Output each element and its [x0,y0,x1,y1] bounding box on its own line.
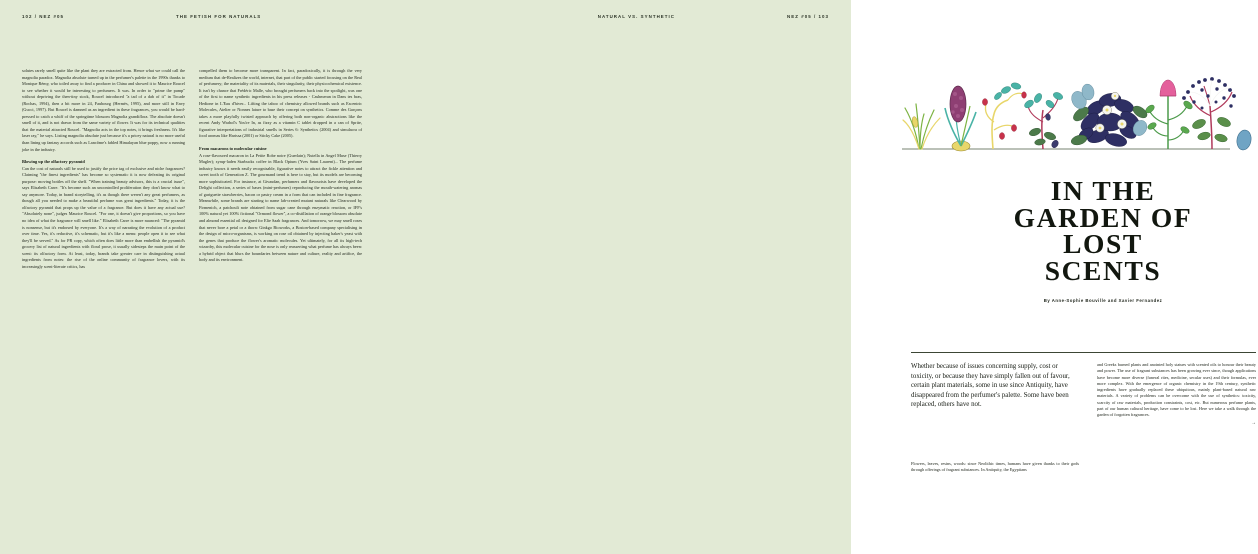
left-page [0,0,425,554]
plant-berry-branch [982,82,1026,149]
left-column-2 [199,68,362,270]
page-title [953,175,1253,286]
running-head-folio-left: 102 / NEZ #05 [22,14,64,19]
plant-leafy-sprig [1023,91,1064,149]
body-paragraph: compelled them to become more transparent. In fact, paradoxically, it is through the very medium that de-Realizes the world, internet, that part of the public started focusing on the Real of perfumery; the materiality of its materials, their singularity, their physicochemical existence. It isn't by chance that Frédéric Malle, who brought perfumers back into the spotlight, was one of the first to name synthetic ingredients in his press releases - Cashmeran in Dans tes bras, Hedione in L'Eau d'hiver... Lifting the taboo of chemistry allowed brands such as Escentric Molecules, Atelier or Nonnes lature to base their concept on synthetics. Comme des Garçons takes a more playfully twisted approach by offering both non-organic abstractions like the recent Andy Warhol's You're In, as fizzy as a vitamin C tablet dropped in a can of Sprite, figurative interpretations of industrial smells in Series 6: Synthetics (2004) and simulacra of food aromas like Harissa (2001) or Sticky Cake (2005). [199,68,362,139]
body-paragraph: Can the cost of naturals still be used to justify the price tag of exclusive and niche fragrances? Claiming "the finest ingredients" has become so systematic it is now defeating its original purpose: moving bottles off the shelf. "When training beauty advisors, this is a crucial issue", says Elisabeth Carre. "It's become such an uncontrolled proliferation they don't know what to say anymore. Today, in brand storytelling, it's as though there weren't any great perfumers, as though all you needed to make a beautiful perfume was great ingredients." Today, it is the olfactory pyramid that props up the value of a fragrance. But does it have any actual use? "Absolutely none", judges Maurice Roucel. "For one, it doesn't give proportions, so you have no idea of what the fragrance will smell like." Elisabeth Carre is more nuanced: "The pyramid is nonsense, but it's endorsed by everyone. It's a way of narrating the evolution of a product over time. Yes, it's reductive, it's schematic, but it's like a menu: people open it to see what they'll be served." As for PR copy, which often does little more than embellish the pyramid's grocery list of natural ingredients with floral prose, it usually sidesteps the main point of the scent: its olfactory form. At least, today, brands take greater care in distinguishing actual ingredients from notes: the rise of the online community of fragrance lovers, with its increasingly scent-literate critics, has [22,165,185,269]
running-head-title-right: NATURAL VS. SYNTHETIC [597,14,675,19]
left-page-columns [22,68,403,270]
continuation-arrow-wrap [1097,420,1256,426]
intro-paragraph-right: and Greeks burned plants and anointed holy statues with scented oils to honour their beauty and power. The use of fragrant substances has been growing ever since, though applications have become more diverse (funeral rites, medicine, secular uses) and their formulas, ever more complex. With the emergence of organic chemistry in the 19th century, synthetic ingredients have gradually replaced these ubiquitous, mainly plant-based natural raw materials. A variety of problems can be overcome with the use of synthetics: toxicity, scarcity of raw materials, production constraints, cost, etc. But numerous perfume plants, part of our human cultural heritage, have come to be lost. Here we take a walk through the garden of forgotten fragrances. [1097,362,1256,418]
section-subhead: From macarons to molecular cuisine [199,146,267,152]
stone [1235,129,1252,151]
right-page [425,0,1256,554]
section-subhead: Blowing up the olfactory pyramid [22,159,85,165]
article-intro-block [911,362,1256,426]
intro-column-right [1097,362,1256,426]
byline: By Anne-Sophie Bouville and Xavier Fernandez [1043,298,1163,303]
running-head-title-left: THE FETISH FOR NATURALS [176,14,262,19]
headline-line-1: IN THE [1050,175,1156,206]
headline-line-3: LOST [1063,228,1143,259]
plant-grass-tuft [903,104,940,149]
body-paragraph: solutes rarely smell quite like the plant they are extracted from. Hence what we could call the magnolia paradox. Magnolia absolute turned up in the perfumer's palette in the 1990s thanks to Monique Rémy, who toiled away to find a producer in China and showed it to Maurice Roucel to see whether it would be interesting to perfumers. It was. In order to "prime the pump" without depriving the then-tiny stock, Roucel introduced "a tad of a dab of it" in Tocade (Rochas, 1994), then a bit more in 24, Faubourg (Hermès, 1995), and more still in Envy (Gucci, 1997). But Roucel is damned as an ingredient in these fragrances, you would be hard-pressed to catch a whiff of the springtime blossom Magnolia grandiflora. The absolute doesn't smell of it, and is not drawn from the same variety of flower. It was for its technical qualities that the material attracted Roucel. "Magnolia acts in the top notes, it brings freshness. It's like laser ray," he says. Listing magnolia absolute just because it's a pricey natural is no more useful than lining up fantasy accords such as Lancôme's fabled Himalayan blue poppy, now a running joke in the industry. [22,68,185,152]
plant-flowering-bush [1069,83,1150,149]
pullquote: Whether because of issues concerning supply, cost or toxicity, or because they have simply fallen out of favour, certain plant materials, some in use since Antiquity, have disappeared from the perfumer's palette. Some have been replaced, others have not. [911,363,1070,409]
headline-line-4: SCENTS [1044,254,1162,286]
left-column-1 [22,68,185,270]
divider-rule [911,352,1256,353]
continuation-arrow-icon: → [1251,419,1256,426]
plant-thistle-flower [1144,80,1194,149]
body-paragraph: A rose-flavoured macaron in La Petite Robe noire (Guerlain); Nutella in Angel Muse (Thierry Mugler); syrup-laden Starbucks coffee in Black Opium (Yves Saint Laurent)... The perfume industry knows it needs easily recognisable, figurative notes to attract the fickle attention and sweet tooth of Generation Z. The gourmand trend is here to stay, but its models are becoming more sophisticated. For instance, at Givaudan, perfumers and flavourists have developed the Delight collection, a series of bases (mini-perfumes) reproducing the mouth-watering aromas of gariguette strawberries, bacon or pastry cream in a form that can included in fine fragrance. Meanwhile, some brands are starting to name lab-created mutant naturals like Clearwood by Firmenich, a patchouli note obtained from sugar cane through enzymatic reaction, or IFF's 100% natural yet 100% fictional "Ormond flower", a co-distillation of orange blossom absolute and almond essential oil designed for Elie Saab fragrances. And tomorrow, we may smell roses that never bore a petal or a thorn: Ginkgo Bioworks, a Boston-based company specialising in the design of micro-organisms, is working on rose oil obtained by injecting baker's yeast with the genes that produce the flower's aromatic molecules. Yet ultimately, for all its high-tech wizardry, this molecular cuisine for the nose is only reasserting what perfume has always been: a hybrid object that blurs the boundaries between nature and culture, reality and artifice, the body and its environment. [199,152,362,263]
intro-paragraph-left: Flowers, leaves, resins, woods: since Neolithic times, humans have given thanks to their gods through offerings of fragrant substances. In Antiquity, the Egyptians [911,461,1079,473]
headline-line-2: GARDEN OF [1013,201,1193,233]
botanical-plants-illustration [872,62,1258,174]
plant-hyacinth [945,86,976,151]
running-head-folio-right: NEZ #05 / 103 [787,14,829,19]
plant-berry-shrub [1182,77,1236,149]
